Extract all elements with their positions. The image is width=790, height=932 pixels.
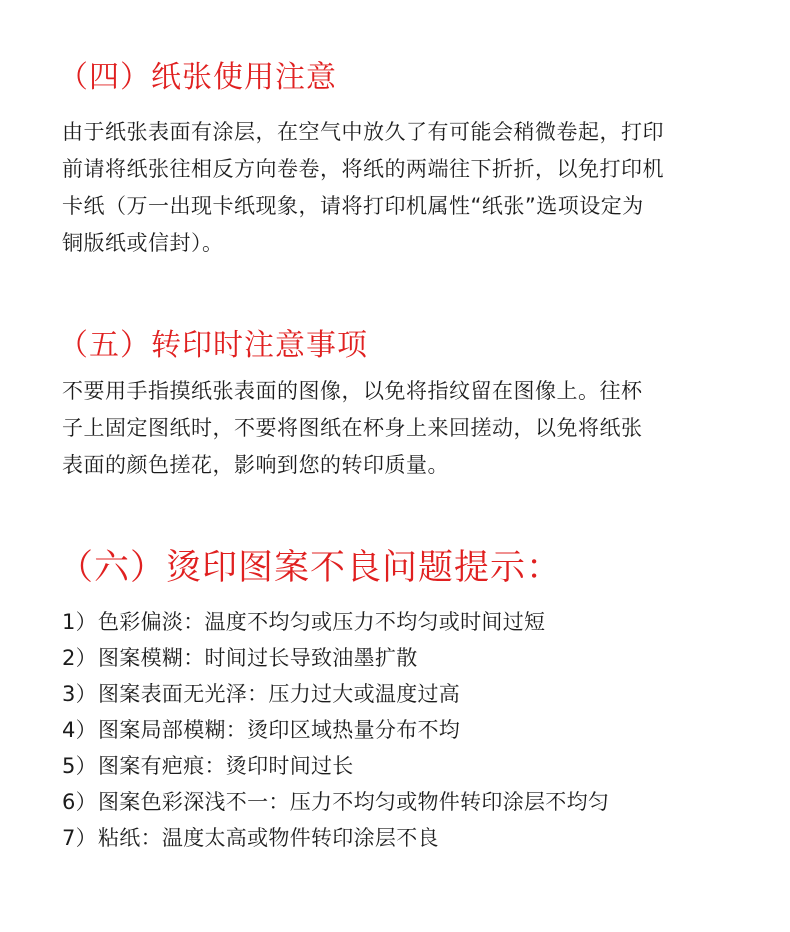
list-item-text: 图案局部模糊：烫印区域热量分布不均 — [98, 718, 461, 742]
tips-list — [62, 604, 762, 856]
list-item-number: 6） — [62, 790, 97, 814]
paragraph-line: 子上固定图纸时，不要将图纸在杯身上来回搓动，以免将纸张 — [62, 416, 643, 440]
section-5-heading: （五）转印时注意事项 — [58, 328, 368, 363]
paragraph-line: 铜版纸或信封）。 — [62, 231, 224, 255]
list-item-number: 3） — [62, 682, 97, 706]
list-item — [62, 604, 762, 640]
list-item-number: 1） — [62, 610, 97, 634]
section-6-heading: （六）烫印图案不良问题提示： — [58, 548, 563, 588]
list-item-text: 图案色彩深浅不一：压力不均匀或物件转印涂层不均匀 — [98, 790, 610, 814]
list-item — [62, 748, 762, 784]
section-4-paragraph — [62, 114, 742, 262]
list-item — [62, 676, 762, 712]
section-5-paragraph — [62, 373, 742, 484]
paragraph-line: 不要用手指摸纸张表面的图像，以免将指纹留在图像上。往杯 — [62, 379, 643, 403]
paragraph-line: 前请将纸张往相反方向卷卷，将纸的两端往下折折，以免打印机 — [62, 157, 664, 181]
section-4-heading: （四）纸张使用注意 — [58, 60, 337, 95]
list-item — [62, 820, 762, 856]
paragraph-line: 卡纸（万一出现卡纸现象，请将打印机属性“纸张”选项设定为 — [62, 194, 644, 218]
list-item-number: 7） — [62, 826, 97, 850]
list-item-text: 粘纸：温度太高或物件转印涂层不良 — [98, 826, 439, 850]
list-item-number: 5） — [62, 754, 97, 778]
list-item — [62, 784, 762, 820]
list-item — [62, 640, 762, 676]
list-item-text: 图案有疤痕：烫印时间过长 — [98, 754, 354, 778]
list-item-text: 图案表面无光泽：压力过大或温度过高 — [98, 682, 461, 706]
list-item-text: 图案模糊：时间过长导致油墨扩散 — [98, 646, 418, 670]
paragraph-line: 表面的颜色搓花，影响到您的转印质量。 — [62, 453, 449, 477]
paragraph-line: 由于纸张表面有涂层，在空气中放久了有可能会稍微卷起，打印 — [62, 120, 664, 144]
list-item-text: 色彩偏淡：温度不均匀或压力不均匀或时间过短 — [98, 610, 546, 634]
list-item-number: 4） — [62, 718, 97, 742]
list-item — [62, 712, 762, 748]
list-item-number: 2） — [62, 646, 97, 670]
